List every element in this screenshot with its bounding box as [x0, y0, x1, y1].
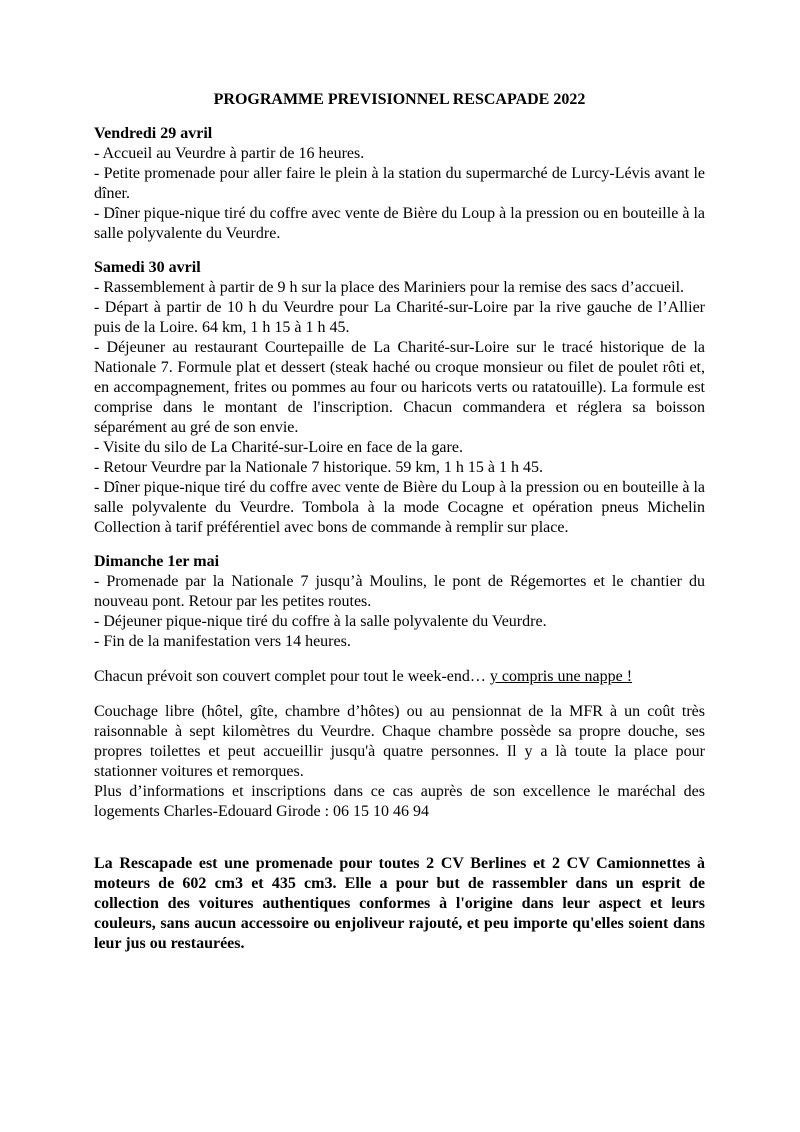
program-item: - Fin de la manifestation vers 14 heures. [94, 633, 351, 650]
document-title: PROGRAMME PREVISIONNEL RESCAPADE 2022 [213, 91, 586, 108]
contact-paragraph: Plus d’informations et inscriptions dans ce cas auprès de son excellence le maréchal des logements Charles-Edouard Girode : 06 15 10 46 94 [94, 783, 705, 820]
section-heading-samedi: Samedi 30 avril [94, 259, 201, 276]
program-item: - Dîner pique-nique tiré du coffre avec vente de Bière du Loup à la pression ou en bouteille à la salle polyvalente du Veurdre. Tombola à la mode Cocagne et opération pneus Michelin Collection à tarif préférentiel avec bons de commande à remplir sur place. [94, 479, 705, 536]
section-vendredi-29-avril [94, 124, 705, 244]
program-item: - Visite du silo de La Charité-sur-Loire en face de la gare. [94, 439, 463, 456]
note-couvert-underlined: y compris une nappe ! [489, 668, 633, 685]
program-item: - Accueil au Veurdre à partir de 16 heures. [94, 145, 365, 162]
section-heading-vendredi: Vendredi 29 avril [94, 125, 213, 142]
note-couvert-text: Chacun prévoit son couvert complet pour tout le week-end… [94, 668, 490, 685]
note-couvert [94, 667, 705, 687]
lodging-paragraph: Couchage libre (hôtel, gîte, chambre d’hôtes) ou au pensionnat de la MFR à un coût très raisonnable à sept kilomètres du Veurdre. Chaque chambre possède sa propre douche, ses propres toilettes et peut accueillir jusqu'à quatre personnes. Il y a là toute la place pour stationner voitures et remorques. [94, 703, 705, 780]
program-item: - Déjeuner au restaurant Courtepaille de La Charité-sur-Loire sur le tracé historique de la Nationale 7. Formule plat et dessert (steak haché ou croque monsieur ou filet de poulet rôti et, en accompagnement, frites ou pommes au four ou haricots verts ou ratatouille). La formule est comprise dans le montant de l'inscription. Chacun commandera et réglera sa boisson séparément au gré de son envie. [94, 339, 705, 436]
section-heading-dimanche: Dimanche 1er mai [94, 553, 220, 570]
program-item: - Rassemblement à partir de 9 h sur la place des Mariniers pour la remise des sacs d’accueil. [94, 279, 685, 296]
program-item: - Départ à partir de 10 h du Veurdre pour La Charité-sur-Loire par la rive gauche de l’Allier puis de la Loire. 64 km, 1 h 15 à 1 h 45. [94, 299, 705, 336]
program-item: - Retour Veurdre par la Nationale 7 historique. 59 km, 1 h 15 à 1 h 45. [94, 459, 543, 476]
section-dimanche-1er-mai [94, 552, 705, 652]
program-item: - Déjeuner pique-nique tiré du coffre à la salle polyvalente du Veurdre. [94, 613, 547, 630]
section-samedi-30-avril [94, 258, 705, 538]
footer-description: La Rescapade est une promenade pour toutes 2 CV Berlines et 2 CV Camionnettes à moteurs de 602 cm3 et 435 cm3. Elle a pour but de rassembler dans un esprit de collection des voitures authentiques conformes à l'origine dans leur aspect et leurs couleurs, sans aucun accessoire ou enjoliveur rajouté, et peu importe qu'elles soient dans leur jus ou restaurées. [94, 855, 705, 952]
program-item: - Promenade par la Nationale 7 jusqu’à Moulins, le pont de Régemortes et le chantier du nouveau pont. Retour par les petites routes. [94, 573, 705, 610]
program-item: - Dîner pique-nique tiré du coffre avec vente de Bière du Loup à la pression ou en bouteille à la salle polyvalente du Veurdre. [94, 205, 705, 242]
program-item: - Petite promenade pour aller faire le plein à la station du supermarché de Lurcy-Lévis avant le dîner. [94, 165, 705, 202]
